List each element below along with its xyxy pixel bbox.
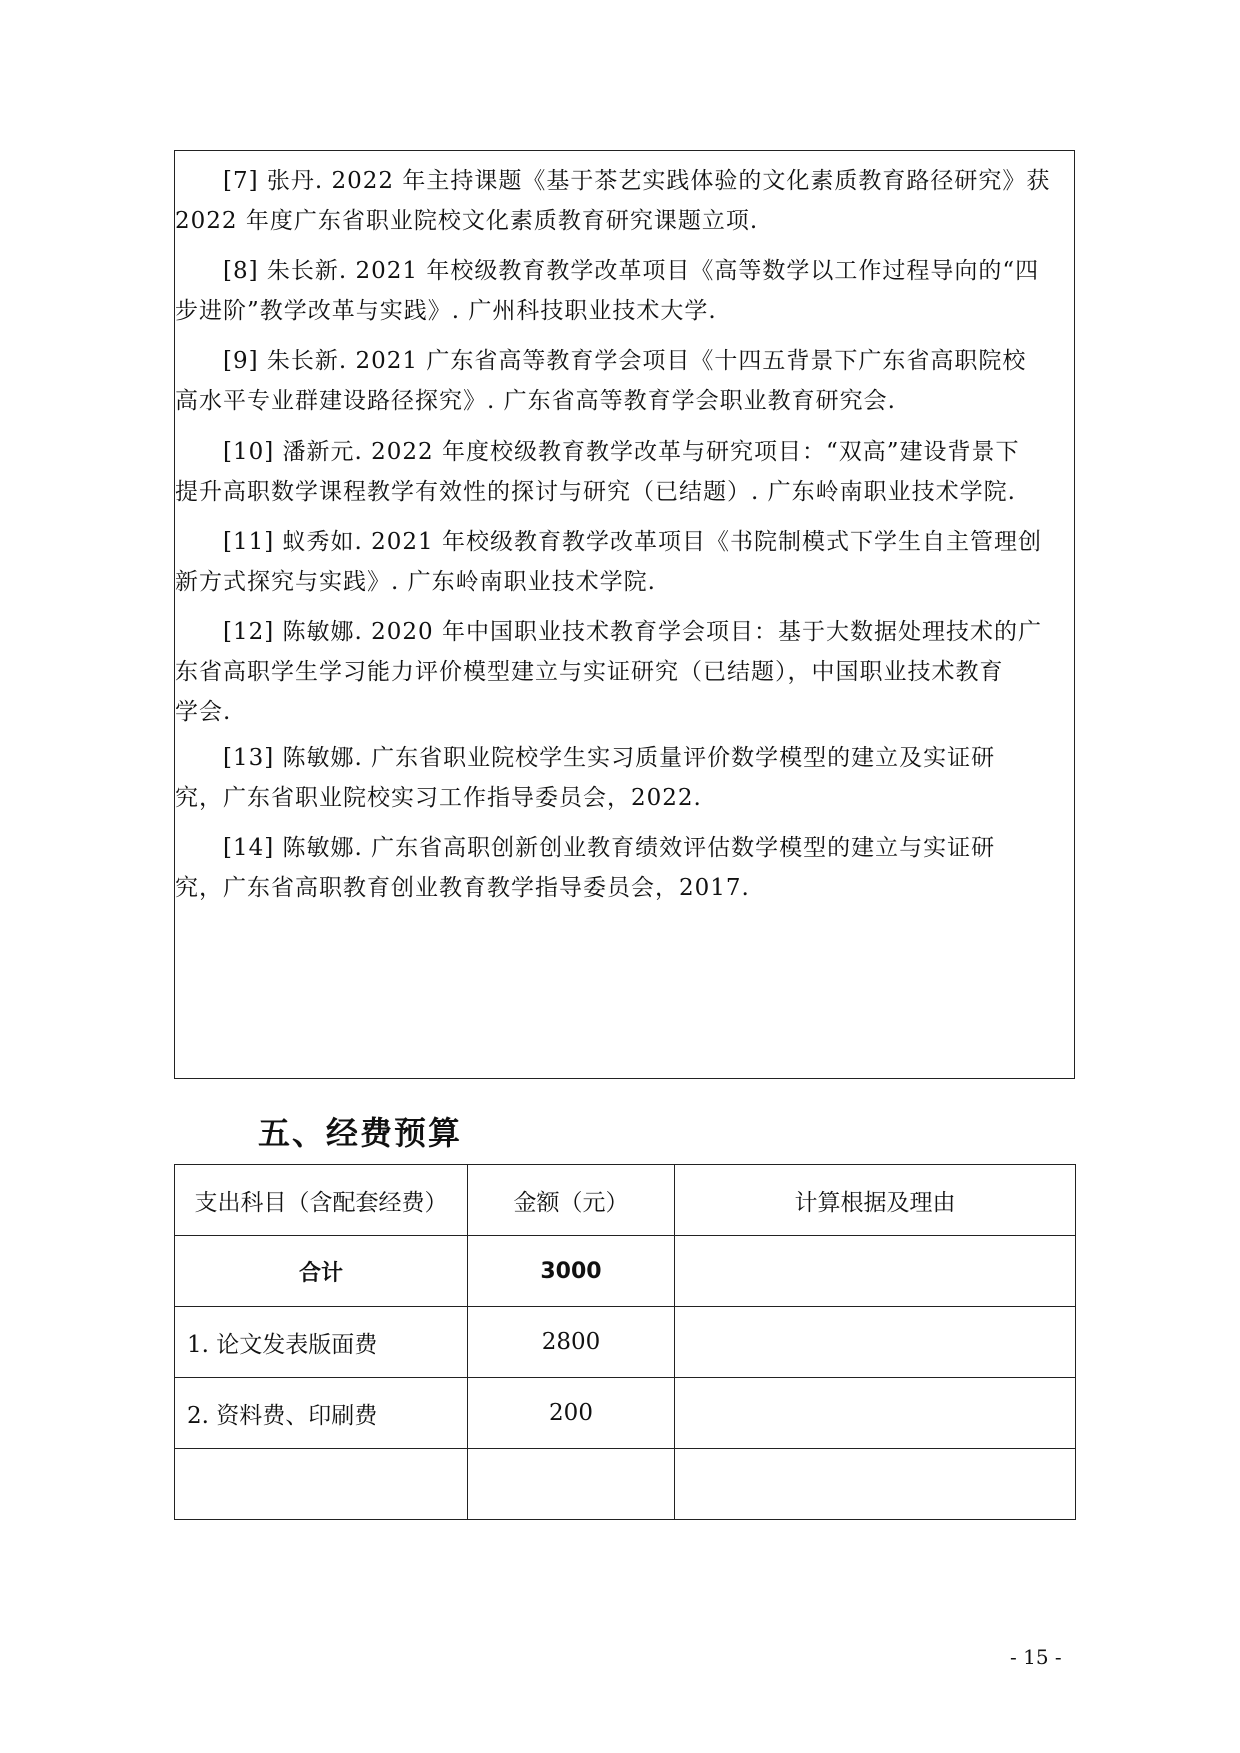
- cell-reason: [675, 1378, 1076, 1449]
- reference-line: 究，广东省高职教育创业教育教学指导委员会，2017.: [175, 875, 750, 901]
- reference-line: 东省高职学生学习能力评价模型建立与实证研究（已结题），中国职业技术教育: [175, 659, 1004, 685]
- reference-line: [7] 张丹. 2022 年主持课题《基于茶艺实践体验的文化素质教育路径研究》获: [223, 168, 1051, 194]
- cell-amount: 2800: [468, 1307, 675, 1378]
- table-row-total: [175, 1236, 1076, 1307]
- cell-amount: [468, 1449, 675, 1520]
- reference-line: 步进阶”教学改革与实践》. 广州科技职业技术大学.: [175, 298, 717, 324]
- reference-line: [12] 陈敏娜. 2020 年中国职业技术教育学会项目：基于大数据处理技术的广: [223, 619, 1042, 645]
- reference-line: [11] 蚁秀如. 2021 年校级教育教学改革项目《书院制模式下学生自主管理创: [223, 529, 1042, 555]
- reference-line: [8] 朱长新. 2021 年校级教育教学改革项目《高等数学以工作过程导向的“四: [223, 258, 1040, 284]
- table-row: [175, 1378, 1076, 1449]
- reference-line: 究，广东省职业院校实习工作指导委员会，2022.: [175, 785, 702, 811]
- section-title: 五、经费预算: [258, 1114, 463, 1152]
- cell-reason: [675, 1449, 1076, 1520]
- cell-reason: [675, 1307, 1076, 1378]
- cell-item: 1. 论文发表版面费: [175, 1307, 468, 1378]
- references-box: [174, 150, 1075, 1079]
- reference-13: [175, 738, 1076, 818]
- budget-table: [174, 1164, 1076, 1520]
- reference-7: [175, 161, 1076, 241]
- cell-amount: 200: [468, 1378, 675, 1449]
- reference-line: [14] 陈敏娜. 广东省高职创新创业教育绩效评估数学模型的建立与实证研: [223, 835, 996, 861]
- reference-line: 新方式探究与实践》. 广东岭南职业技术学院.: [175, 569, 656, 595]
- reference-9: [175, 341, 1076, 421]
- cell-item: 2. 资料费、印刷费: [175, 1378, 468, 1449]
- table-header-row: [175, 1165, 1076, 1236]
- cell-item: 合计: [175, 1236, 468, 1307]
- reference-line: [13] 陈敏娜. 广东省职业院校学生实习质量评价数学模型的建立及实证研: [223, 745, 996, 771]
- reference-11: [175, 522, 1076, 602]
- reference-line: [10] 潘新元. 2022 年度校级教育教学改革与研究项目：“双高”建设背景下: [223, 439, 1020, 465]
- cell-reason: [675, 1236, 1076, 1307]
- reference-line: 2022 年度广东省职业院校文化素质教育研究课题立项.: [175, 208, 759, 234]
- reference-line: [9] 朱长新. 2021 广东省高等教育学会项目《十四五背景下广东省高职院校: [223, 348, 1027, 374]
- table-row: [175, 1449, 1076, 1520]
- reference-line: 高水平专业群建设路径探究》. 广东省高等教育学会职业教育研究会.: [175, 388, 896, 414]
- table-row: [175, 1307, 1076, 1378]
- reference-14: [175, 828, 1076, 908]
- reference-line: 学会.: [175, 699, 232, 725]
- reference-8: [175, 251, 1076, 331]
- reference-10: [175, 432, 1076, 512]
- cell-item: [175, 1449, 468, 1520]
- header-amount: 金额（元）: [468, 1165, 675, 1236]
- header-reason: 计算根据及理由: [675, 1165, 1076, 1236]
- header-item: 支出科目（含配套经费）: [175, 1165, 468, 1236]
- cell-amount: 3000: [468, 1236, 675, 1307]
- reference-12: [175, 612, 1076, 732]
- page-number: - 15 -: [1010, 1645, 1062, 1669]
- reference-line: 提升高职数学课程教学有效性的探讨与研究（已结题）. 广东岭南职业技术学院.: [175, 479, 1016, 505]
